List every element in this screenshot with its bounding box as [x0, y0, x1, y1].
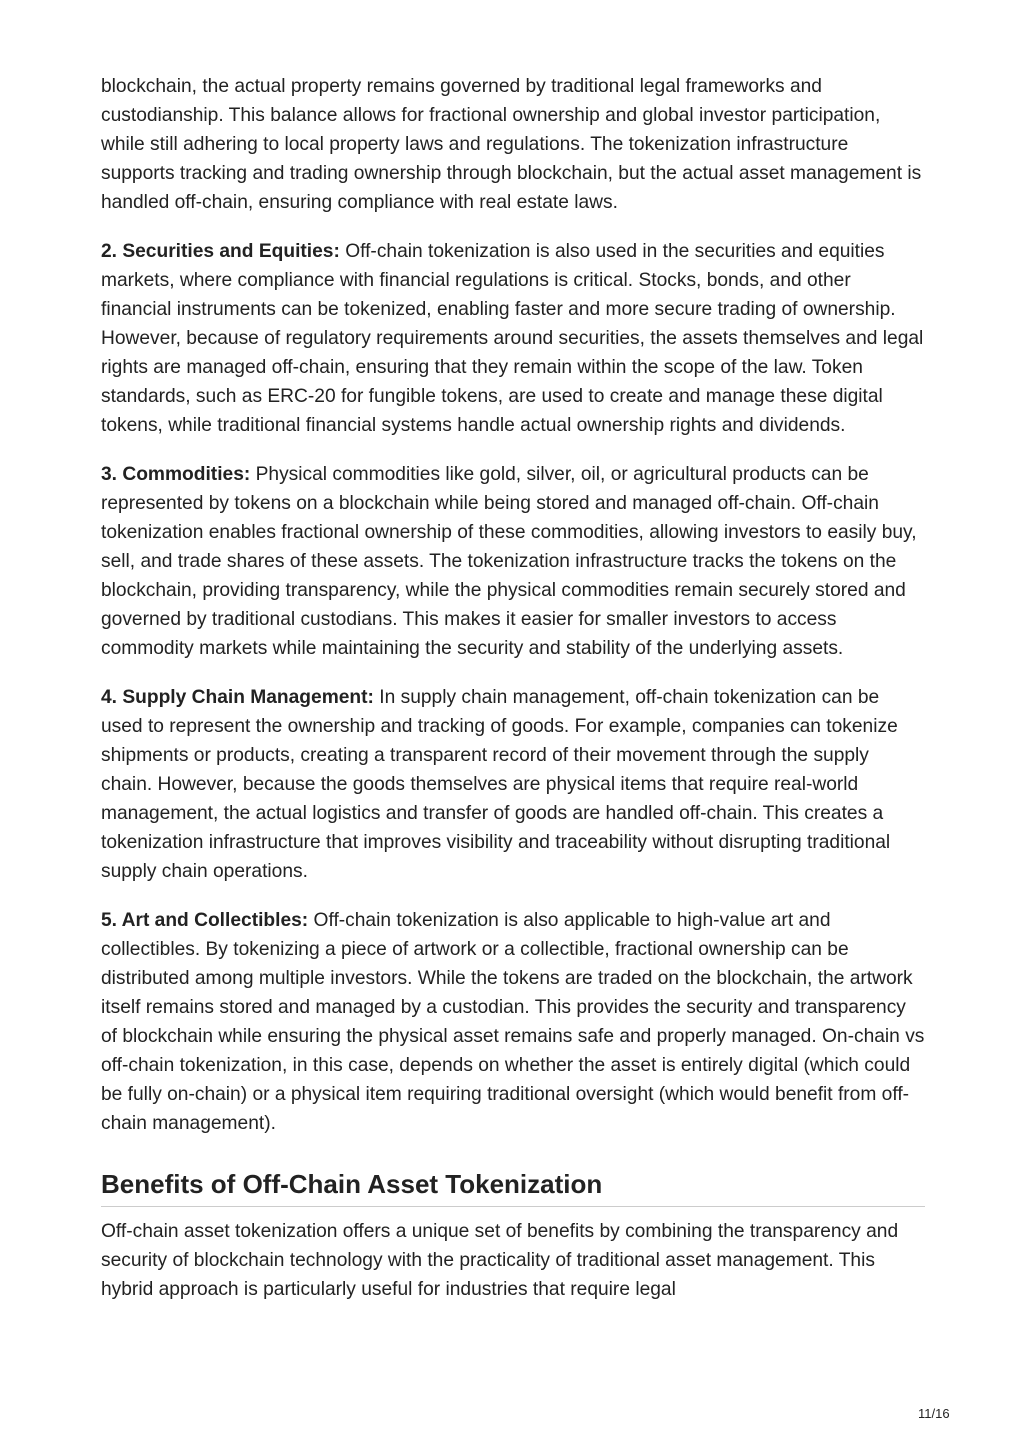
section-paragraph: Off-chain asset tokenization offers a unique set of benefits by combining the transparency and security of blockchain technology with the practicality of traditional asset management. This hybrid approach is particularly useful for industries that require legal: [101, 1221, 899, 1300]
item-text: Physical commodities like gold, silver, oil, or agricultural products can be represented by tokens on a blockchain while being stored and managed off-chain. Off-chain tokenization enables fractional ownership of these commodities, allowing investors to easily buy, sell, and trade shares of these assets. The tokenization infrastructure tracks the tokens on the blockchain, providing transparency, while the physical commodities remain securely stored and governed by traditional custodians. This makes it easier for smaller investors to access commodity markets while maintaining the security and stability of the underlying assets.: [101, 464, 917, 659]
page-number: 11/16: [918, 1406, 950, 1421]
list-item-securities-equities: [101, 237, 925, 440]
item-label: 5. Art and Collectibles:: [101, 910, 309, 931]
item-text: Off-chain tokenization is also used in the securities and equities markets, where compliance with financial regulations is critical. Stocks, bonds, and other financial instruments can be tokenized, enabling faster and more secure trading of ownership. However, because of regulatory requirements around securities, the assets themselves and legal rights are managed off-chain, ensuring that they remain within the scope of the law. Token standards, such as ERC-20 for fungible tokens, are used to create and manage these digital tokens, while traditional financial systems handle actual ownership rights and dividends.: [101, 241, 924, 436]
item-label: 2. Securities and Equities:: [101, 241, 340, 262]
item-label: 4. Supply Chain Management:: [101, 687, 374, 708]
article-body: [101, 72, 925, 1324]
list-item-commodities: [101, 460, 925, 663]
item-label: 3. Commodities:: [101, 464, 251, 485]
item-text: Off-chain tokenization is also applicable to high-value art and collectibles. By tokenizing a piece of artwork or a collectible, fractional ownership can be distributed among multiple investors. While the tokens are traded on the blockchain, the artwork itself remains stored and managed by a custodian. This provides the security and transparency of blockchain while ensuring the physical asset remains safe and properly managed. On-chain vs off-chain tokenization, in this case, depends on whether the asset is entirely digital (which could be fully on-chain) or a physical item requiring traditional oversight (which would benefit from off-chain management).: [101, 910, 925, 1134]
list-item-supply-chain: [101, 683, 925, 886]
section-heading: Benefits of Off-Chain Asset Tokenization: [101, 1168, 925, 1207]
intro-paragraph: blockchain, the actual property remains governed by traditional legal frameworks and custodianship. This balance allows for fractional ownership and global investor participation, while still adhering to local property laws and regulations. The tokenization infrastructure supports tracking and trading ownership through blockchain, but the actual asset management is handled off-chain, ensuring compliance with real estate laws.: [101, 76, 922, 213]
list-item-art-collectibles: [101, 906, 925, 1138]
item-text: In supply chain management, off-chain tokenization can be used to represent the ownership and tracking of goods. For example, companies can tokenize shipments or products, creating a transparent record of their movement through the supply chain. However, because the goods themselves are physical items that require real-world management, the actual logistics and transfer of goods are handled off-chain. This creates a tokenization infrastructure that improves visibility and traceability without disrupting traditional supply chain operations.: [101, 687, 898, 882]
